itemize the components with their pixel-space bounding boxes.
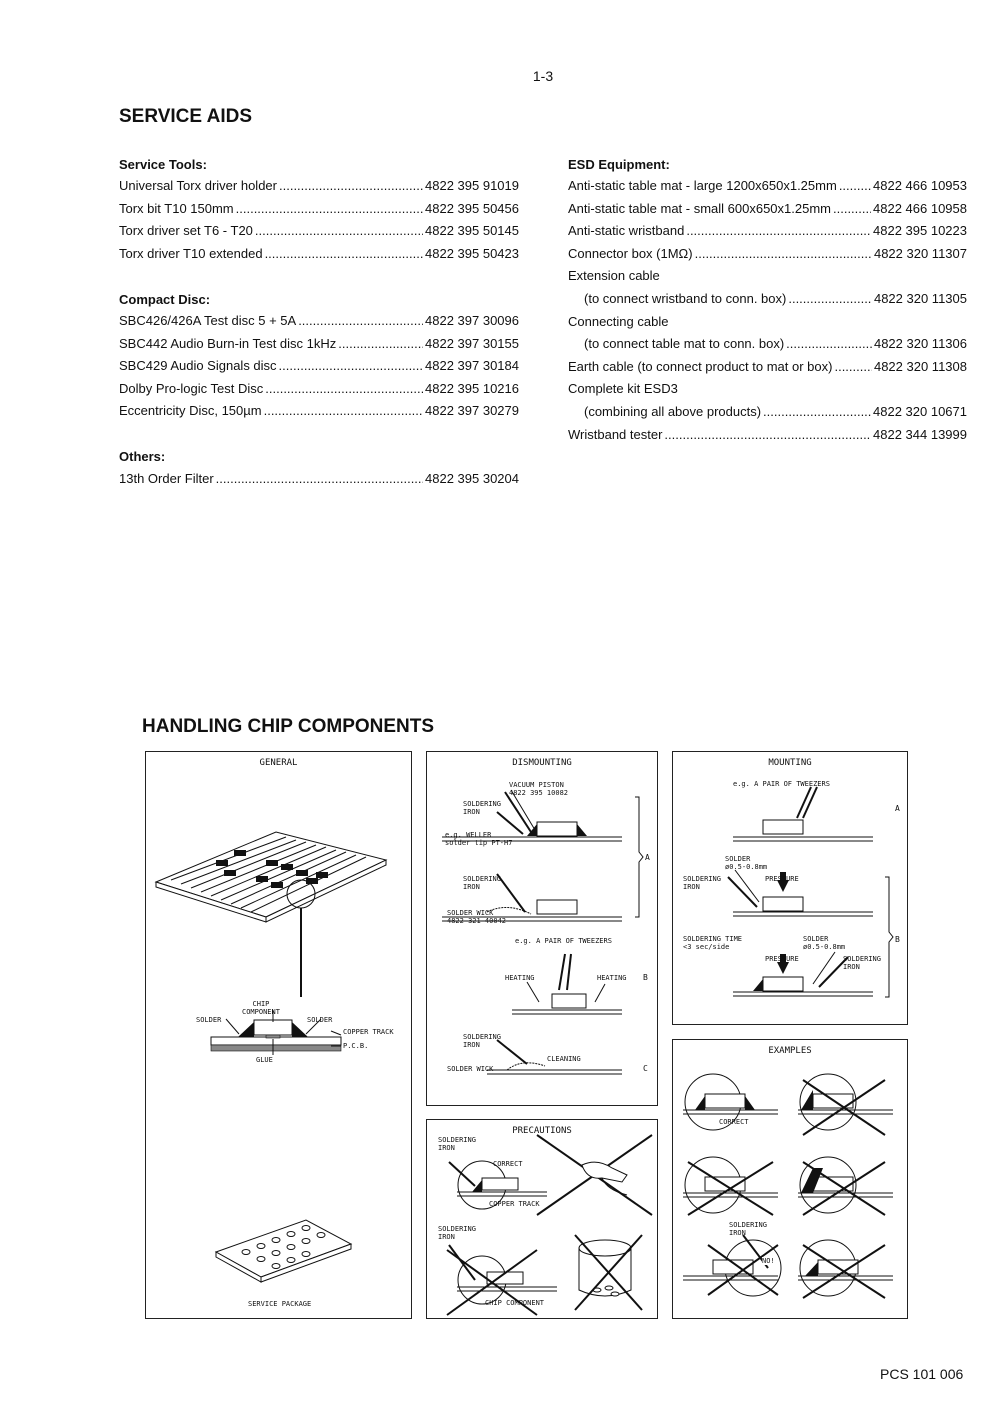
part-number: 4822 395 30204 — [425, 471, 519, 486]
part-label: Wristband tester — [568, 426, 663, 442]
parts-list-row — [568, 177, 967, 195]
dismount-step-a: A — [645, 853, 650, 862]
solder-wick-2-label: SOLDER WICK — [447, 1065, 494, 1073]
parts-list-row — [568, 403, 967, 421]
solder-wick-label: SOLDER WICK 4822 321 40042 — [447, 909, 507, 925]
mount-step-a: A — [895, 804, 900, 813]
leader-dots — [279, 177, 423, 195]
leader-dots — [686, 222, 871, 240]
page-number: 1-3 — [532, 68, 554, 84]
part-label: Earth cable (to connect product to mat or box) — [568, 358, 833, 374]
part-number: 4822 395 91019 — [425, 178, 519, 193]
part-number: 4822 320 10671 — [873, 404, 967, 419]
general-pcb-label: P.C.B. — [343, 1042, 369, 1050]
mount-soldering-iron-1: SOLDERING IRON — [683, 875, 721, 891]
compact-disc-heading: Compact Disc: — [119, 292, 211, 307]
dismount-soldering-iron-2: SOLDERING IRON — [463, 875, 501, 891]
precautions-title: PRECAUTIONS — [512, 1126, 572, 1136]
parts-list-row — [568, 222, 967, 240]
part-number: 4822 395 50423 — [425, 245, 519, 261]
leader-dots — [763, 403, 871, 421]
part-number: 4822 395 10216 — [425, 380, 519, 396]
vacuum-piston-label: VACUUM PISTON 4822 395 10082 — [509, 781, 569, 797]
part-label: (to connect wristband to conn. box) — [584, 291, 787, 306]
part-label: Universal Torx driver holder — [119, 178, 277, 193]
part-number: 4822 344 13999 — [873, 426, 967, 442]
service-aids-title: SERVICE AIDS — [119, 106, 253, 127]
leader-dots — [833, 200, 871, 218]
part-label: Connecting cable — [568, 313, 669, 329]
part-label: Complete kit ESD3 — [568, 381, 678, 397]
examples-no-label: NO! — [762, 1257, 775, 1265]
part-label: SBC429 Audio Signals disc — [119, 358, 277, 374]
parts-list-row — [568, 426, 967, 444]
leader-dots — [839, 177, 871, 195]
part-label: Torx bit T10 150mm — [119, 200, 234, 216]
weller-tip-label: e.g. WELLER solder tip PT-H7 — [445, 831, 513, 847]
cleaning-label: CLEANING — [547, 1055, 581, 1063]
leader-dots — [265, 380, 423, 398]
part-number: 4822 397 30155 — [425, 335, 519, 351]
parts-list-row — [119, 470, 519, 488]
mount-solder-label: SOLDER ø0.5-0.8mm — [725, 855, 768, 871]
part-label: Anti-static wristband — [568, 223, 685, 239]
examples-panel — [672, 1039, 908, 1319]
general-solder-left-label: SOLDER — [196, 1016, 222, 1024]
leader-dots — [265, 245, 423, 263]
parts-list-row — [119, 357, 519, 375]
service-tools-heading: Service Tools: — [119, 157, 207, 172]
precautions-soldering-iron-2: SOLDERING IRON — [438, 1225, 476, 1241]
heating-left-label: HEATING — [505, 974, 535, 982]
parts-list-row — [119, 335, 519, 353]
part-number: 4822 395 10223 — [873, 223, 967, 239]
mount-pressure-1: PRESSURE — [765, 875, 799, 883]
mounting-title: MOUNTING — [768, 758, 812, 768]
parts-list-row — [119, 222, 519, 240]
dismount-step-c: C — [643, 1064, 648, 1073]
parts-list-row — [119, 380, 519, 398]
parts-list-row — [119, 402, 519, 420]
part-label: Torx driver set T6 - T20 — [119, 223, 253, 239]
part-number: 4822 320 11306 — [873, 336, 967, 352]
examples-illustration — [673, 1040, 909, 1320]
parts-list-row — [568, 358, 967, 376]
precautions-chip-component-label: CHIP COMPONENT — [485, 1299, 545, 1307]
part-number: 4822 397 30096 — [425, 313, 519, 328]
part-number: 4822 397 30184 — [425, 358, 519, 374]
leader-dots — [255, 222, 423, 240]
precautions-correct-label: CORRECT — [493, 1160, 523, 1168]
part-number: 4822 320 11305 — [873, 291, 967, 306]
parts-list-row — [119, 177, 519, 195]
general-panel — [145, 751, 412, 1319]
leader-dots — [695, 245, 872, 263]
others-heading: Others: — [119, 449, 166, 464]
examples-correct-label: CORRECT — [719, 1118, 749, 1126]
leader-dots — [664, 426, 871, 444]
parts-list-row — [119, 200, 519, 218]
parts-list-row — [568, 245, 967, 263]
part-label: Connector box (1MΩ) — [568, 245, 693, 261]
dismount-soldering-iron-3: SOLDERING IRON — [463, 1033, 501, 1049]
heating-right-label: HEATING — [597, 974, 627, 982]
parts-list-row — [568, 335, 967, 353]
dismounting-illustration — [427, 752, 659, 1107]
leader-dots — [834, 358, 872, 376]
dismount-soldering-iron-1: SOLDERING IRON — [463, 800, 501, 816]
soldering-time-label: SOLDERING TIME <3 sec/side — [683, 935, 743, 951]
dismounting-title: DISMOUNTING — [512, 758, 572, 768]
part-label: Torx driver T10 extended — [119, 245, 263, 261]
precautions-copper-track-label: COPPER TRACK — [489, 1200, 540, 1208]
general-copper-track-label: COPPER TRACK — [343, 1028, 394, 1036]
part-label: SBC426/426A Test disc 5 + 5A — [119, 313, 297, 328]
part-label: 13th Order Filter — [119, 471, 214, 486]
parts-list-row — [119, 312, 519, 330]
part-label: (combining all above products) — [584, 404, 762, 419]
part-label: Anti-static table mat - small 600x650x1.25mm — [568, 200, 831, 216]
esd-equipment-heading: ESD Equipment: — [568, 157, 670, 172]
mount-solder-2-label: SOLDER ø0.5-0.8mm — [803, 935, 846, 951]
parts-list-row — [568, 313, 967, 331]
dismount-tweezers-label: e.g. A PAIR OF TWEEZERS — [515, 937, 612, 945]
parts-list-row — [568, 200, 967, 218]
part-label: SBC442 Audio Burn-in Test disc 1kHz — [119, 335, 337, 351]
leader-dots — [216, 470, 423, 488]
mount-pressure-2: PRESSURE — [765, 955, 799, 963]
handling-title: HANDLING CHIP COMPONENTS — [142, 716, 435, 737]
part-number: 4822 320 11308 — [873, 358, 967, 374]
general-solder-right-label: SOLDER — [307, 1016, 333, 1024]
part-number: 4822 320 11307 — [873, 245, 967, 261]
leader-dots — [236, 200, 423, 218]
parts-list-row — [568, 290, 967, 308]
general-chip-component-label: CHIP COMPONENT — [242, 1000, 280, 1016]
examples-title: EXAMPLES — [768, 1046, 812, 1056]
leader-dots — [786, 335, 872, 353]
leader-dots — [338, 335, 423, 353]
footer-code: PCS 101 006 — [880, 1366, 964, 1382]
parts-list-row — [568, 267, 967, 285]
part-number: 4822 466 10953 — [873, 178, 967, 193]
general-title: GENERAL — [259, 758, 298, 768]
mounting-panel — [672, 751, 908, 1025]
dismounting-panel — [426, 751, 658, 1106]
part-number: 4822 395 50456 — [425, 200, 519, 216]
parts-list-row — [568, 380, 967, 398]
part-number: 4822 466 10958 — [873, 200, 967, 216]
part-label: (to connect table mat to conn. box) — [584, 336, 785, 352]
mount-soldering-iron-2: SOLDERING IRON — [843, 955, 881, 971]
precautions-soldering-iron-1: SOLDERING IRON — [438, 1136, 476, 1152]
general-glue-label: GLUE — [256, 1056, 273, 1064]
part-label: Eccentricity Disc, 150µm — [119, 403, 262, 419]
dismount-step-b: B — [643, 973, 648, 982]
leader-dots — [298, 312, 423, 330]
leader-dots — [788, 290, 872, 308]
part-label: Dolby Pro-logic Test Disc — [119, 380, 264, 396]
precautions-panel — [426, 1119, 658, 1319]
mount-tweezers-label: e.g. A PAIR OF TWEEZERS — [733, 780, 830, 788]
parts-list-row — [119, 245, 519, 263]
service-package-label: SERVICE PACKAGE — [248, 1300, 312, 1308]
leader-dots — [279, 357, 423, 375]
mount-step-b: B — [895, 935, 900, 944]
leader-dots — [264, 402, 423, 420]
general-illustration — [146, 752, 413, 1320]
part-label: Anti-static table mat - large 1200x650x1.25mm — [568, 178, 837, 193]
part-number: 4822 397 30279 — [425, 403, 519, 419]
part-number: 4822 395 50145 — [425, 223, 519, 239]
part-label: Extension cable — [568, 268, 660, 284]
examples-soldering-iron-label: SOLDERING IRON — [729, 1221, 767, 1237]
